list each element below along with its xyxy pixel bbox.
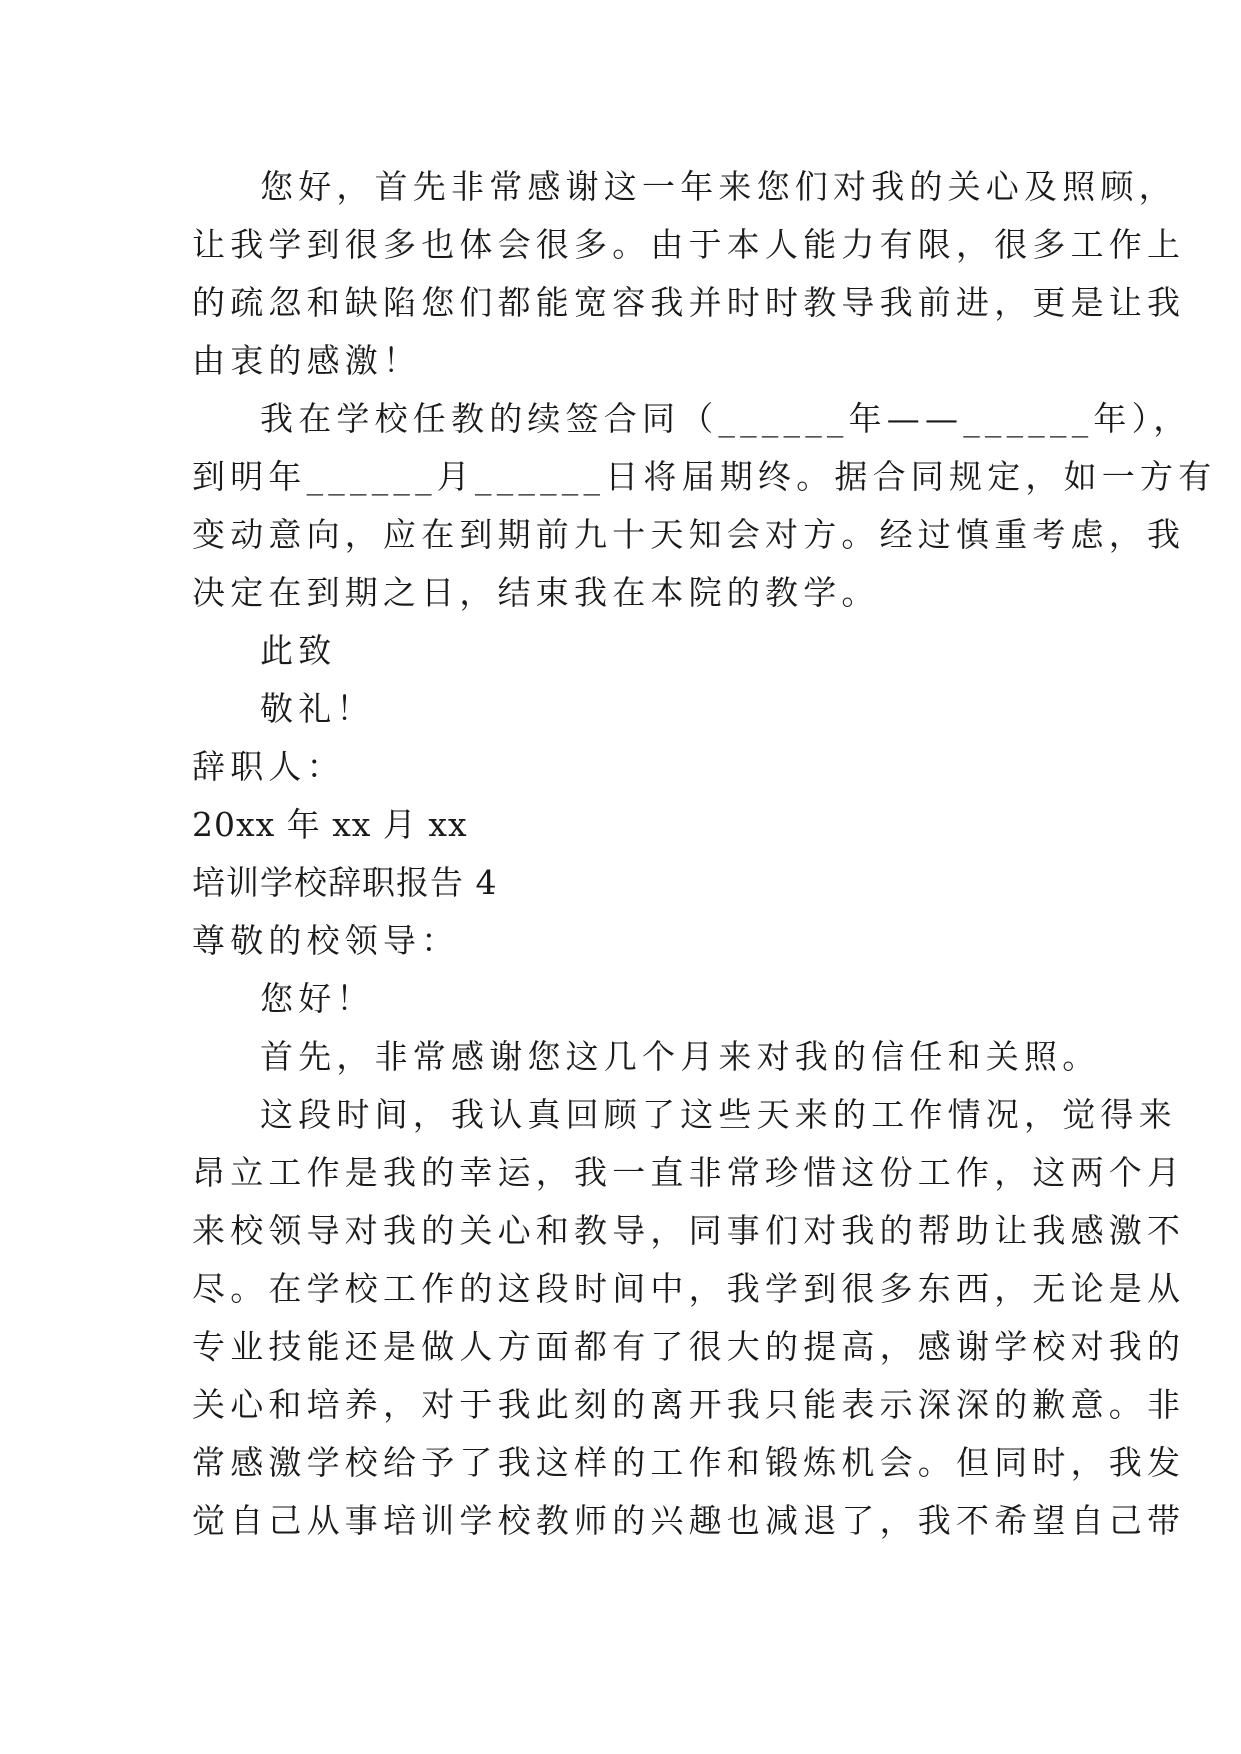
paragraph-line-24: 觉自己从事培训学校教师的兴趣也减退了，我不希望自己带 [192,1501,1186,1540]
paragraph-line-8: 决定在到期之日，结束我在本院的教学。 [192,573,880,612]
signatory-label: 辞职人： [192,747,345,786]
document-page [192,158,1217,1550]
greeting-line: 您好！ [260,979,375,1018]
paragraph-line-17: 这段时间，我认真回顾了这些天来的工作情况，觉得来 [260,1095,1177,1134]
paragraph-line-22: 关心和培养，对于我此刻的离开我只能表示深深的歉意。非 [192,1385,1186,1424]
paragraph-line-3: 的疏忽和缺陷您们都能宽容我并时时教导我前进，更是让我 [192,283,1186,322]
closing-salutation: 此致 [260,631,337,670]
paragraph-line-6: 到明年______月______日将届期终。据合同规定，如一方有 [192,457,1217,496]
paragraph-line-7: 变动意向，应在到期前九十天知会对方。经过慎重考虑，我 [192,515,1186,554]
closing-regards: 敬礼！ [260,689,375,728]
paragraph-line-18: 昂立工作是我的幸运，我一直非常珍惜这份工作，这两个月 [192,1153,1186,1192]
paragraph-line-16: 首先，非常感谢您这几个月来对我的信任和关照。 [260,1037,1101,1076]
paragraph-line-19: 来校领导对我的关心和教导，同事们对我的帮助让我感激不 [192,1211,1186,1250]
paragraph-line-2: 让我学到很多也体会很多。由于本人能力有限，很多工作上 [192,225,1186,264]
paragraph-line-23: 常感激学校给予了我这样的工作和锻炼机会。但同时，我发 [192,1443,1186,1482]
paragraph-line-5: 我在学校任教的续签合同（______年——______年）， [260,399,1192,438]
paragraph-line-4: 由衷的感激！ [192,341,422,380]
date-line: 20xx 年 xx 月 xx [192,805,468,844]
addressee-line: 尊敬的校领导： [192,921,460,960]
paragraph-line-20: 尽。在学校工作的这段时间中，我学到很多东西，无论是从 [192,1269,1186,1308]
paragraph-line-1: 您好，首先非常感谢这一年来您们对我的关心及照顾， [260,167,1177,206]
section-title: 培训学校辞职报告 4 [192,863,498,902]
paragraph-line-21: 专业技能还是做人方面都有了很大的提高，感谢学校对我的 [192,1327,1186,1366]
